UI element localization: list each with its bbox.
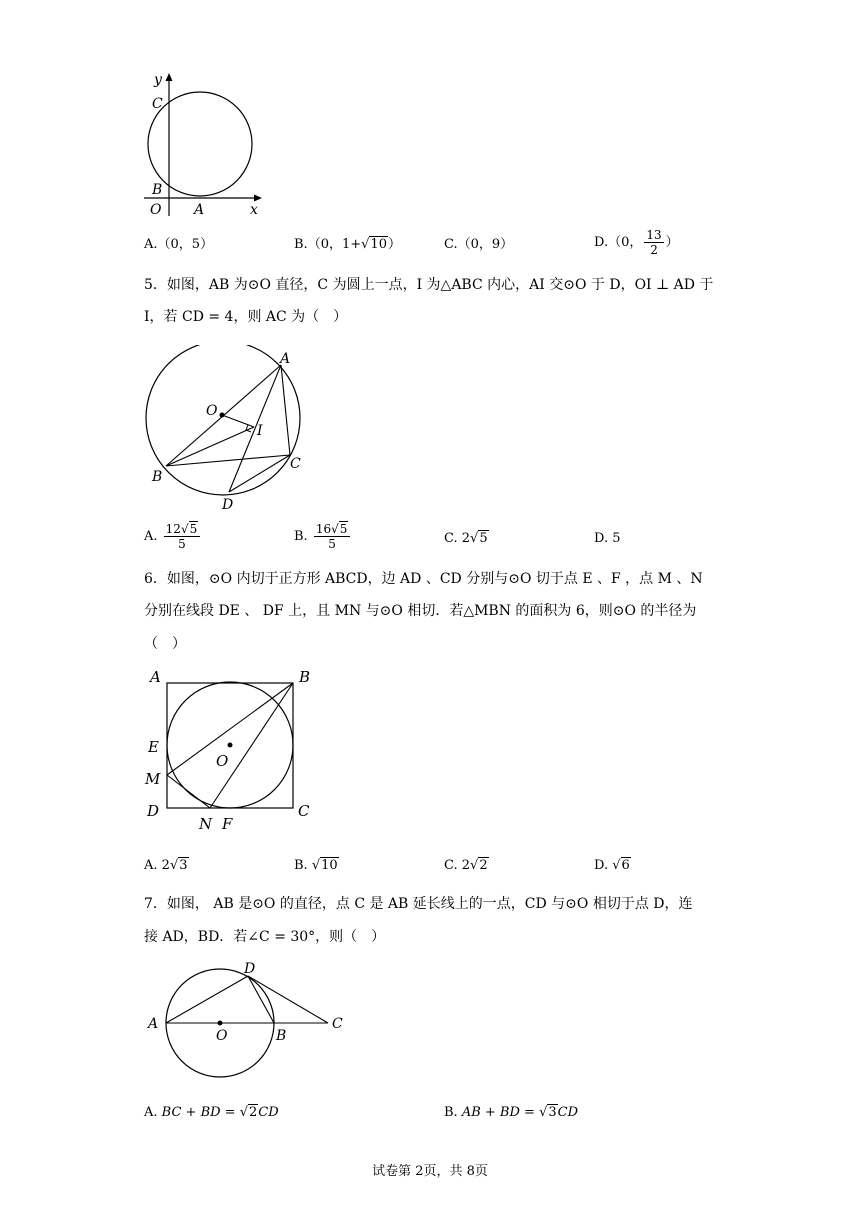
q7-label-b: B	[276, 1028, 287, 1044]
q4-label-c: C	[152, 96, 163, 112]
q7-label-a: A	[148, 1016, 159, 1032]
q6-label-f: F	[222, 815, 233, 833]
q4-label-y: y	[154, 72, 162, 88]
q6-label-c: C	[298, 802, 310, 820]
q5-label-c: C	[290, 456, 301, 472]
q4-option-a[interactable]: A.（0，5）	[144, 237, 214, 252]
q5-stem-line1: 5．如图，AB 为⊙O 直径，C 为圆上一点，I 为△ABC 内心，AI 交⊙O 于 D，OI ⊥ AD 于	[144, 277, 714, 293]
q5-label-i: I	[257, 423, 263, 439]
q5-label-d: D	[222, 497, 234, 513]
q6-label-d: D	[147, 802, 160, 820]
q5-option-b[interactable]: B. $\frac{16√5}{5}$	[294, 522, 352, 551]
q6-figure	[138, 666, 328, 836]
q6-stem-line2: 分别在线段 DE 、 DF 上，且 MN 与⊙O 相切．若△MBN 的面积为 6，则⊙O 的半径为	[144, 603, 697, 619]
q5-label-o: O	[206, 403, 218, 419]
q7-option-b[interactable]: B. AB + BD = √3CD	[444, 1105, 579, 1120]
q6-stem-line1: 6．如图，⊙O 内切于正方形 ABCD，边 AD 、CD 分别与⊙O 切于点 E 、F ，点 M 、N	[144, 571, 703, 587]
q5-stem-line2: I，若 CD = 4，则 AC 为（ ）	[144, 309, 348, 325]
q5-option-d[interactable]: D. 5	[594, 531, 621, 546]
q4-label-a: A	[194, 202, 205, 218]
q4-figure	[138, 70, 268, 220]
q7-option-a[interactable]: A. BC + BD = √2CD	[144, 1105, 279, 1120]
q5-label-a: A	[280, 351, 291, 367]
q6-option-b[interactable]: B. √10	[294, 858, 338, 873]
q4-label-x: x	[250, 202, 258, 218]
q4-option-c[interactable]: C.（0，9）	[444, 237, 514, 252]
q5-option-c[interactable]: C. 2√5	[444, 531, 488, 546]
q4-option-b[interactable]: B.（0，1+√10）	[294, 237, 401, 252]
q6-option-d[interactable]: D. √6	[594, 858, 630, 873]
q6-label-a: A	[150, 668, 161, 686]
q6-option-c[interactable]: C. 2√2	[444, 858, 488, 873]
q6-label-e: E	[148, 738, 159, 756]
q7-label-o: O	[216, 1028, 228, 1044]
q5-label-b: B	[152, 469, 163, 485]
page-footer: 试卷第 2页，共 8页	[372, 1164, 488, 1179]
q6-label-m: M	[145, 770, 161, 788]
q7-label-c: C	[332, 1016, 343, 1032]
q5-figure	[138, 345, 318, 515]
q6-label-n: N	[199, 815, 213, 833]
q6-stem-line3: （ ）	[144, 636, 186, 652]
q7-stem-line1: 7．如图， AB 是⊙O 的直径，点 C 是 AB 延长线上的一点，CD 与⊙O 相切于点 D，连	[144, 896, 693, 912]
q7-figure	[138, 958, 358, 1088]
q6-label-o: O	[216, 752, 229, 770]
q6-option-a[interactable]: A. 2√3	[144, 858, 188, 873]
q4-option-d[interactable]: D.（0， $\frac{13}{2}$ ）	[594, 228, 679, 257]
q5-option-a[interactable]: A. $\frac{12√5}{5}$	[144, 522, 202, 551]
q7-label-d: D	[244, 961, 256, 977]
q7-stem-line2: 接 AD，BD．若∠C = 30°，则（ ）	[144, 929, 386, 945]
q4-label-b: B	[152, 182, 163, 198]
q4-label-o: O	[150, 202, 162, 218]
q6-label-b: B	[299, 668, 311, 686]
